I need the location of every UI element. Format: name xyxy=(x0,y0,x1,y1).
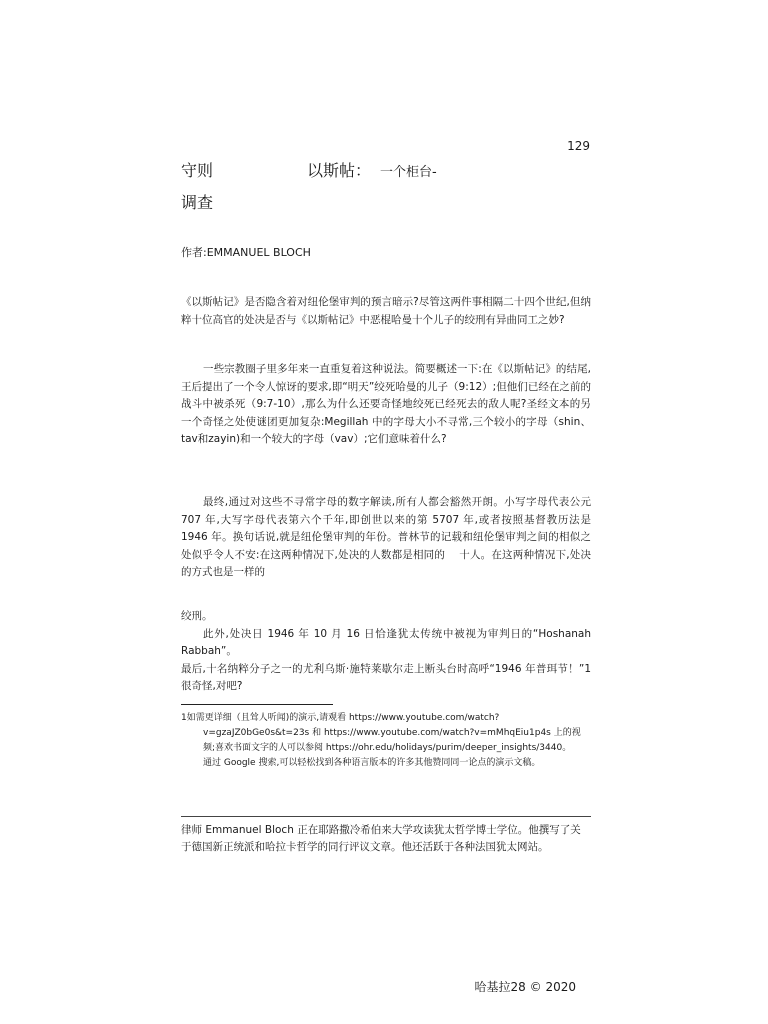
footnote xyxy=(181,711,591,771)
paragraph-intro: 《以斯帖记》是否隐含着对纽伦堡审判的预言暗示?尽管这两件事相隔二十四个世纪,但纳粹十位高官的处决是否与《以斯帖记》中恶棍哈曼十个儿子的绞刑有异曲同工之妙? xyxy=(181,296,591,326)
paragraph-numerology-tail-b: 下,处决的方式也是一样的 xyxy=(181,548,591,578)
footnote-extra: 通过 Google 搜索,可以轻松找到各种语言版本的许多其他赞同同一论点的演示文稿。 xyxy=(203,758,541,768)
page-number: 129 xyxy=(567,139,590,153)
footnote-continuation: v=gzaJZ0bGe0s&t=23s 和 https://www.youtube.com/watch?v=mMhqEiu1p4s 上的视频;喜欢书面文字的人可以参阅 https://ohr.edu/holidays/purim/deeper_insights/3440。 xyxy=(203,728,581,753)
footnote-divider xyxy=(181,704,333,705)
title-part-b: 以斯帖： xyxy=(307,161,372,180)
footnote-first-line: 1如需更详细（且耸人听闻)的演示,请观看 https://www.youtube.com/watch? xyxy=(181,713,500,723)
conclusion-line-1: 绞刑。 xyxy=(181,610,213,622)
title-part-c: 一个柜台- xyxy=(380,165,437,180)
paragraph-numerology-tail-a: 十人。在这两种情况 xyxy=(459,548,556,561)
conclusion-line-3: 最后,十名纳粹分子之一的尤利乌斯·施特莱歇尔走上断头台时高呼“1946 年普珥节！”1很奇怪,对吧? xyxy=(181,662,591,692)
bio-divider xyxy=(181,816,591,817)
title-part-a: 守则 xyxy=(181,161,214,180)
page-footer: 哈基拉28 © 2020 xyxy=(474,980,576,994)
title-line-2: 调查 xyxy=(181,193,214,212)
paragraph-numerology-text: 最终,通过对这些不寻常字母的数字解读,所有人都会豁然开朗。小写字母代表公元 707 年,大写字母代表第六个千年,即创世以来的第 5707 年,或者按照基督教历法是 1946 年。换句话说,就是纽伦堡审判的年份。普林节的记载和纽伦堡审判之间的相似之处似乎令人不安:在这两种情况下,处决的人数都是相同的 xyxy=(181,496,591,561)
paragraph-summary: 一些宗教圈子里多年来一直重复着这种说法。简要概述一下:在《以斯帖记》的结尾,王后提出了一个令人惊讶的要求,即“明天”绞死哈曼的儿子（9:12）;但他们已经在之前的战斗中被杀死（9:7-10）,那么为什么还要奇怪地绞死已经死去的敌人呢?圣经文本的另一个奇怪之处使谜团更加复杂:Megillah 中的字母大小不寻常,三个较小的字母（shin、 tav和zayin)和一个较大的字母（vav）;它们意味着什么? xyxy=(181,363,591,445)
paragraph-conclusion xyxy=(181,608,591,696)
conclusion-line-2: 此外,处决日 1946 年 10 月 16 日恰逢犹太传统中被视为审判日的“Hoshanah Rabbah”。 xyxy=(181,627,591,657)
author-line: 作者:EMMANUEL BLOCH xyxy=(181,246,311,259)
author-bio: 律师 Emmanuel Bloch 正在耶路撒冷希伯来大学攻读犹太哲学博士学位。他撰写了关于德国新正统派和哈拉卡哲学的同行评议文章。他还活跃于各种法国犹太网站。 xyxy=(181,824,581,853)
paragraph-numerology xyxy=(181,494,591,582)
